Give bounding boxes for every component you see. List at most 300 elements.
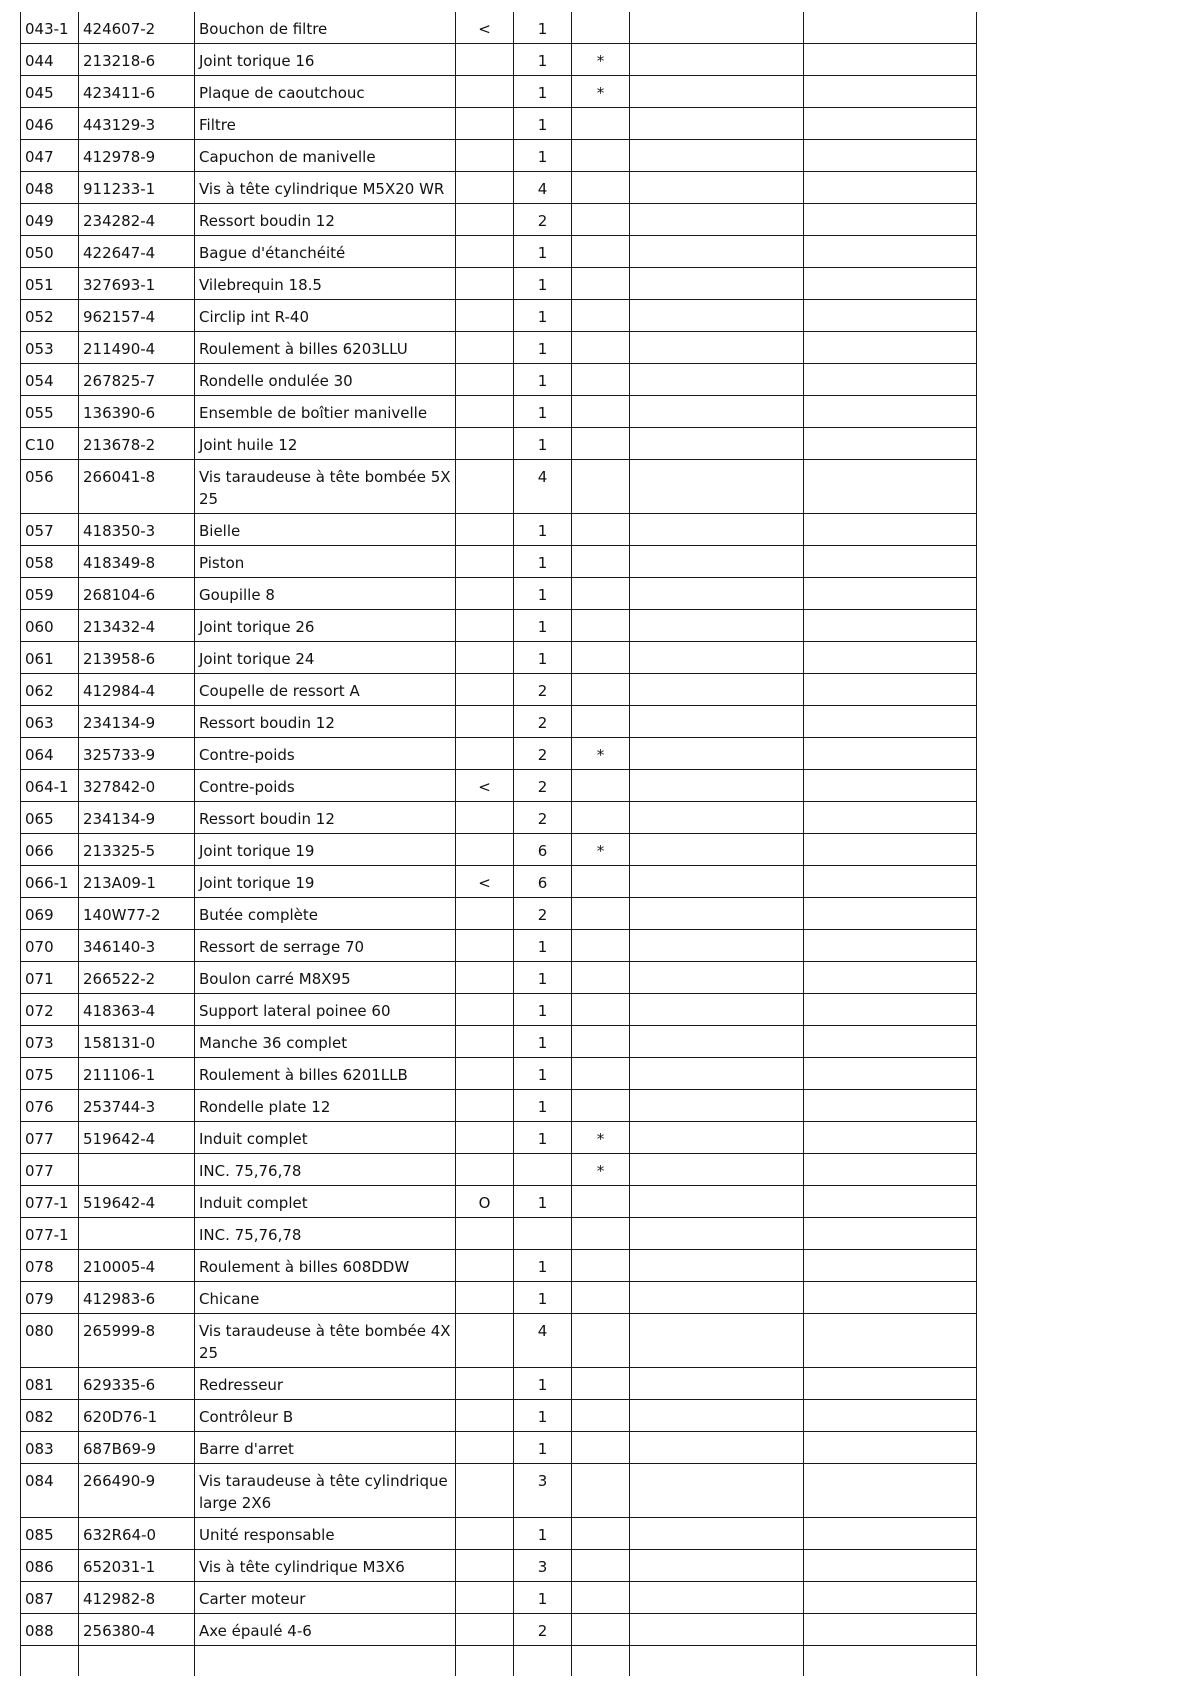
note-cell <box>572 396 630 428</box>
empty-cell <box>804 1314 977 1368</box>
parts-table-body <box>21 12 977 1676</box>
change-mark-cell <box>456 204 514 236</box>
description-cell: Rondelle ondulée 30 <box>195 364 456 396</box>
empty-cell <box>804 706 977 738</box>
quantity-cell: 2 <box>514 674 572 706</box>
item-number-cell: 046 <box>21 108 79 140</box>
empty-cell <box>804 236 977 268</box>
note-cell: * <box>572 44 630 76</box>
empty-cell <box>804 834 977 866</box>
empty-cell <box>804 930 977 962</box>
part-number-cell: 443129-3 <box>79 108 195 140</box>
table-row <box>21 172 977 204</box>
part-number-cell: 652031-1 <box>79 1550 195 1582</box>
empty-cell <box>630 300 804 332</box>
item-number-cell: 059 <box>21 578 79 610</box>
item-number-cell: 044 <box>21 44 79 76</box>
change-mark-cell <box>456 738 514 770</box>
description-cell: Plaque de caoutchouc <box>195 76 456 108</box>
part-number-cell: 424607-2 <box>79 12 195 44</box>
item-number-cell: 071 <box>21 962 79 994</box>
table-row <box>21 44 977 76</box>
change-mark-cell <box>456 1614 514 1646</box>
table-row <box>21 834 977 866</box>
part-number-cell: 213958-6 <box>79 642 195 674</box>
description-cell: Axe épaulé 4-6 <box>195 1614 456 1646</box>
description-cell: Joint torique 26 <box>195 610 456 642</box>
item-number-cell: 078 <box>21 1250 79 1282</box>
description-cell: Goupille 8 <box>195 578 456 610</box>
note-cell <box>572 204 630 236</box>
quantity-cell: 1 <box>514 236 572 268</box>
table-row <box>21 1282 977 1314</box>
note-cell <box>572 172 630 204</box>
part-number-cell <box>79 1154 195 1186</box>
empty-cell <box>804 1646 977 1677</box>
quantity-cell <box>514 1218 572 1250</box>
empty-cell <box>630 1582 804 1614</box>
part-number-cell: 412982-8 <box>79 1582 195 1614</box>
description-cell: Roulement à billes 6203LLU <box>195 332 456 364</box>
quantity-cell: 1 <box>514 1122 572 1154</box>
change-mark-cell <box>456 1432 514 1464</box>
empty-cell <box>630 268 804 300</box>
part-number-cell: 211490-4 <box>79 332 195 364</box>
item-number-cell: 057 <box>21 514 79 546</box>
note-cell <box>572 578 630 610</box>
item-number-cell: 087 <box>21 1582 79 1614</box>
table-row <box>21 1614 977 1646</box>
quantity-cell: 4 <box>514 172 572 204</box>
note-cell <box>572 674 630 706</box>
table-row <box>21 108 977 140</box>
item-number-cell: 082 <box>21 1400 79 1432</box>
item-number-cell: 073 <box>21 1026 79 1058</box>
empty-cell <box>804 44 977 76</box>
item-number-cell: 077 <box>21 1154 79 1186</box>
item-number-cell: 052 <box>21 300 79 332</box>
change-mark-cell <box>456 236 514 268</box>
part-number-cell: 268104-6 <box>79 578 195 610</box>
change-mark-cell <box>456 898 514 930</box>
note-cell: * <box>572 76 630 108</box>
empty-cell <box>804 12 977 44</box>
empty-cell <box>630 204 804 236</box>
table-row <box>21 332 977 364</box>
empty-cell <box>630 12 804 44</box>
item-number-cell: 058 <box>21 546 79 578</box>
table-row <box>21 546 977 578</box>
empty-cell <box>804 738 977 770</box>
part-number-cell: 519642-4 <box>79 1186 195 1218</box>
part-number-cell: 423411-6 <box>79 76 195 108</box>
table-row <box>21 1464 977 1518</box>
empty-cell <box>804 1582 977 1614</box>
table-row <box>21 1058 977 1090</box>
empty-cell <box>630 994 804 1026</box>
table-row <box>21 428 977 460</box>
table-row <box>21 140 977 172</box>
change-mark-cell: < <box>456 770 514 802</box>
quantity-cell: 1 <box>514 514 572 546</box>
table-row <box>21 738 977 770</box>
note-cell <box>572 1432 630 1464</box>
description-cell: Vis à tête cylindrique M5X20 WR <box>195 172 456 204</box>
empty-cell <box>630 514 804 546</box>
note-cell: * <box>572 1154 630 1186</box>
part-number-cell: 911233-1 <box>79 172 195 204</box>
empty-cell <box>804 1518 977 1550</box>
empty-cell <box>630 962 804 994</box>
quantity-cell: 6 <box>514 834 572 866</box>
quantity-cell: 1 <box>514 76 572 108</box>
table-row <box>21 642 977 674</box>
part-number-cell: 213218-6 <box>79 44 195 76</box>
quantity-cell: 1 <box>514 140 572 172</box>
part-number-cell: 412978-9 <box>79 140 195 172</box>
description-cell: Joint torique 16 <box>195 44 456 76</box>
item-number-cell: 077-1 <box>21 1218 79 1250</box>
description-cell: Ressort de serrage 70 <box>195 930 456 962</box>
part-number-cell: 629335-6 <box>79 1368 195 1400</box>
item-number-cell: 064 <box>21 738 79 770</box>
empty-cell <box>804 1218 977 1250</box>
table-row <box>21 76 977 108</box>
empty-cell <box>630 866 804 898</box>
empty-cell <box>804 898 977 930</box>
change-mark-cell <box>456 172 514 204</box>
quantity-cell: 1 <box>514 396 572 428</box>
change-mark-cell <box>456 140 514 172</box>
description-cell: Ressort boudin 12 <box>195 802 456 834</box>
quantity-cell: 1 <box>514 44 572 76</box>
table-row <box>21 706 977 738</box>
quantity-cell: 2 <box>514 738 572 770</box>
empty-cell <box>804 1186 977 1218</box>
empty-cell <box>804 514 977 546</box>
part-number-cell: 136390-6 <box>79 396 195 428</box>
item-number-cell: 051 <box>21 268 79 300</box>
empty-cell <box>79 1646 195 1677</box>
quantity-cell: 1 <box>514 546 572 578</box>
change-mark-cell <box>456 1314 514 1368</box>
empty-cell <box>630 706 804 738</box>
table-row <box>21 1582 977 1614</box>
part-number-cell: 327842-0 <box>79 770 195 802</box>
empty-cell <box>630 1464 804 1518</box>
description-cell: INC. 75,76,78 <box>195 1154 456 1186</box>
description-cell: Roulement à billes 6201LLB <box>195 1058 456 1090</box>
quantity-cell: 1 <box>514 930 572 962</box>
item-number-cell: 080 <box>21 1314 79 1368</box>
change-mark-cell <box>456 1026 514 1058</box>
item-number-cell: 065 <box>21 802 79 834</box>
empty-cell <box>630 1314 804 1368</box>
part-number-cell: 158131-0 <box>79 1026 195 1058</box>
empty-cell <box>804 108 977 140</box>
quantity-cell: 1 <box>514 610 572 642</box>
quantity-cell: 1 <box>514 1090 572 1122</box>
change-mark-cell <box>456 802 514 834</box>
description-cell: Ensemble de boîtier manivelle <box>195 396 456 428</box>
table-row <box>21 1154 977 1186</box>
empty-cell <box>630 834 804 866</box>
description-cell: Ressort boudin 12 <box>195 706 456 738</box>
table-row <box>21 1314 977 1368</box>
part-number-cell: 412984-4 <box>79 674 195 706</box>
note-cell <box>572 140 630 172</box>
note-cell <box>572 1464 630 1518</box>
empty-cell <box>804 172 977 204</box>
table-row <box>21 930 977 962</box>
quantity-cell: 4 <box>514 460 572 514</box>
note-cell: * <box>572 738 630 770</box>
empty-cell <box>804 674 977 706</box>
quantity-cell: 2 <box>514 706 572 738</box>
quantity-cell: 1 <box>514 428 572 460</box>
item-number-cell: 054 <box>21 364 79 396</box>
item-number-cell: 079 <box>21 1282 79 1314</box>
empty-cell <box>804 1058 977 1090</box>
change-mark-cell <box>456 1464 514 1518</box>
change-mark-cell: < <box>456 866 514 898</box>
part-number-cell: 519642-4 <box>79 1122 195 1154</box>
note-cell <box>572 802 630 834</box>
quantity-cell: 2 <box>514 802 572 834</box>
note-cell <box>572 364 630 396</box>
empty-cell <box>630 546 804 578</box>
table-row <box>21 1122 977 1154</box>
note-cell <box>572 706 630 738</box>
table-row <box>21 674 977 706</box>
description-cell: Bague d'étanchéité <box>195 236 456 268</box>
table-row <box>21 1550 977 1582</box>
note-cell <box>572 1518 630 1550</box>
change-mark-cell <box>456 962 514 994</box>
note-cell <box>572 898 630 930</box>
quantity-cell: 1 <box>514 1186 572 1218</box>
note-cell <box>572 1282 630 1314</box>
empty-cell <box>630 1550 804 1582</box>
table-row <box>21 364 977 396</box>
empty-cell <box>630 428 804 460</box>
table-row <box>21 1186 977 1218</box>
quantity-cell: 1 <box>514 1026 572 1058</box>
quantity-cell: 1 <box>514 642 572 674</box>
description-cell: Induit complet <box>195 1186 456 1218</box>
empty-cell <box>804 204 977 236</box>
table-row <box>21 1432 977 1464</box>
empty-cell <box>630 802 804 834</box>
description-cell: Filtre <box>195 108 456 140</box>
description-cell: Carter moteur <box>195 1582 456 1614</box>
item-number-cell: 076 <box>21 1090 79 1122</box>
table-row <box>21 866 977 898</box>
description-cell: Circlip int R-40 <box>195 300 456 332</box>
item-number-cell: 070 <box>21 930 79 962</box>
empty-cell <box>804 268 977 300</box>
quantity-cell <box>514 1154 572 1186</box>
empty-cell <box>630 140 804 172</box>
item-number-cell: 049 <box>21 204 79 236</box>
note-cell <box>572 460 630 514</box>
part-number-cell <box>79 1218 195 1250</box>
table-row <box>21 12 977 44</box>
change-mark-cell <box>456 674 514 706</box>
note-cell <box>572 514 630 546</box>
empty-cell <box>630 460 804 514</box>
description-cell: Vis taraudeuse à tête cylindrique large 2X6 <box>195 1464 456 1518</box>
empty-cell <box>630 1090 804 1122</box>
quantity-cell: 1 <box>514 578 572 610</box>
empty-cell <box>630 1154 804 1186</box>
note-cell <box>572 1250 630 1282</box>
note-cell <box>572 610 630 642</box>
quantity-cell: 1 <box>514 1518 572 1550</box>
description-cell: Redresseur <box>195 1368 456 1400</box>
quantity-cell: 1 <box>514 1432 572 1464</box>
empty-cell <box>804 1282 977 1314</box>
description-cell: Roulement à billes 608DDW <box>195 1250 456 1282</box>
part-number-cell: 213325-5 <box>79 834 195 866</box>
note-cell <box>572 770 630 802</box>
quantity-cell: 1 <box>514 1058 572 1090</box>
note-cell <box>572 300 630 332</box>
description-cell: Manche 36 complet <box>195 1026 456 1058</box>
empty-cell <box>630 364 804 396</box>
part-number-cell: 234134-9 <box>79 802 195 834</box>
description-cell: Ressort boudin 12 <box>195 204 456 236</box>
note-cell <box>572 930 630 962</box>
item-number-cell: C10 <box>21 428 79 460</box>
item-number-cell: 088 <box>21 1614 79 1646</box>
description-cell: INC. 75,76,78 <box>195 1218 456 1250</box>
description-cell: Barre d'arret <box>195 1432 456 1464</box>
empty-cell <box>804 460 977 514</box>
item-number-cell: 045 <box>21 76 79 108</box>
table-row <box>21 962 977 994</box>
item-number-cell: 081 <box>21 1368 79 1400</box>
quantity-cell: 6 <box>514 866 572 898</box>
empty-cell <box>630 578 804 610</box>
change-mark-cell <box>456 76 514 108</box>
change-mark-cell <box>456 1400 514 1432</box>
note-cell <box>572 962 630 994</box>
table-row <box>21 898 977 930</box>
note-cell <box>572 1026 630 1058</box>
quantity-cell: 1 <box>514 1400 572 1432</box>
item-number-cell: 053 <box>21 332 79 364</box>
note-cell: * <box>572 1122 630 1154</box>
quantity-cell: 1 <box>514 1282 572 1314</box>
table-row <box>21 396 977 428</box>
description-cell: Vis taraudeuse à tête bombée 4X 25 <box>195 1314 456 1368</box>
empty-cell <box>804 802 977 834</box>
table-row <box>21 610 977 642</box>
item-number-cell: 084 <box>21 1464 79 1518</box>
empty-cell <box>630 1058 804 1090</box>
part-number-cell: 234282-4 <box>79 204 195 236</box>
part-number-cell: 266522-2 <box>79 962 195 994</box>
item-number-cell: 085 <box>21 1518 79 1550</box>
change-mark-cell <box>456 1250 514 1282</box>
empty-cell <box>804 866 977 898</box>
quantity-cell: 1 <box>514 108 572 140</box>
note-cell <box>572 268 630 300</box>
note-cell <box>572 108 630 140</box>
empty-cell <box>804 1090 977 1122</box>
note-cell <box>572 994 630 1026</box>
change-mark-cell <box>456 578 514 610</box>
empty-cell <box>804 1614 977 1646</box>
description-cell: Vis à tête cylindrique M3X6 <box>195 1550 456 1582</box>
table-row <box>21 268 977 300</box>
empty-cell <box>514 1646 572 1677</box>
change-mark-cell <box>456 1090 514 1122</box>
empty-cell <box>630 1518 804 1550</box>
change-mark-cell: O <box>456 1186 514 1218</box>
quantity-cell: 1 <box>514 364 572 396</box>
quantity-cell: 3 <box>514 1464 572 1518</box>
change-mark-cell <box>456 642 514 674</box>
part-number-cell: 346140-3 <box>79 930 195 962</box>
part-number-cell: 962157-4 <box>79 300 195 332</box>
description-cell: Joint torique 19 <box>195 866 456 898</box>
empty-cell <box>630 1432 804 1464</box>
item-number-cell: 069 <box>21 898 79 930</box>
empty-cell <box>630 610 804 642</box>
empty-cell <box>630 738 804 770</box>
empty-cell <box>804 332 977 364</box>
empty-cell <box>630 332 804 364</box>
part-number-cell: 418350-3 <box>79 514 195 546</box>
empty-cell <box>630 1122 804 1154</box>
change-mark-cell <box>456 706 514 738</box>
empty-cell <box>630 1368 804 1400</box>
part-number-cell: 210005-4 <box>79 1250 195 1282</box>
note-cell <box>572 1058 630 1090</box>
item-number-cell: 063 <box>21 706 79 738</box>
table-row <box>21 1218 977 1250</box>
item-number-cell: 077 <box>21 1122 79 1154</box>
change-mark-cell <box>456 364 514 396</box>
empty-cell <box>630 1218 804 1250</box>
note-cell <box>572 1400 630 1432</box>
change-mark-cell <box>456 546 514 578</box>
table-row <box>21 204 977 236</box>
change-mark-cell: < <box>456 12 514 44</box>
change-mark-cell <box>456 1122 514 1154</box>
part-number-cell: 265999-8 <box>79 1314 195 1368</box>
description-cell: Boulon carré M8X95 <box>195 962 456 994</box>
part-number-cell: 632R64-0 <box>79 1518 195 1550</box>
description-cell: Contre-poids <box>195 738 456 770</box>
note-cell: * <box>572 834 630 866</box>
description-cell: Vilebrequin 18.5 <box>195 268 456 300</box>
empty-cell <box>804 994 977 1026</box>
item-number-cell: 048 <box>21 172 79 204</box>
note-cell <box>572 642 630 674</box>
table-row <box>21 460 977 514</box>
quantity-cell: 2 <box>514 204 572 236</box>
item-number-cell: 056 <box>21 460 79 514</box>
description-cell: Chicane <box>195 1282 456 1314</box>
note-cell <box>572 12 630 44</box>
empty-cell <box>630 1614 804 1646</box>
quantity-cell: 4 <box>514 1314 572 1368</box>
note-cell <box>572 546 630 578</box>
table-row <box>21 1368 977 1400</box>
